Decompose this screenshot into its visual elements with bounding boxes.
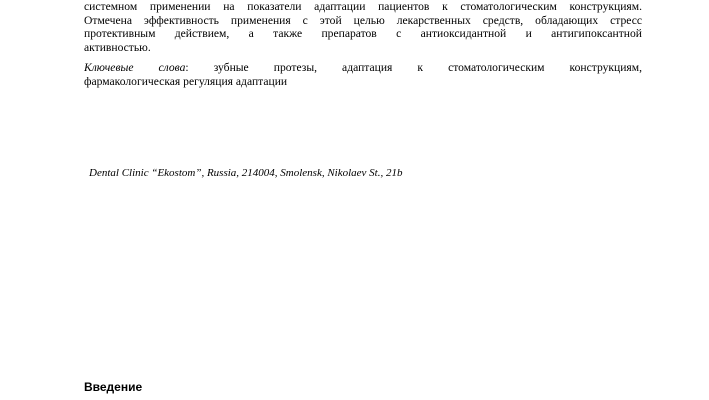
abstract-text — [84, 0, 642, 54]
section-heading-introduction: Введение — [84, 380, 143, 394]
abstract-line-1: системном применении на показатели адаптации пациентов к стоматологическим конструкциям. — [84, 0, 642, 13]
author-affiliation: Dental Clinic “Ekostom”, Russia, 214004, Smolensk, Nikolaev St., 21b — [89, 167, 403, 179]
keywords-block — [84, 61, 642, 88]
keywords-line-1: Ключевые слова: зубные протезы, адаптация к стоматологическим конструкциям, — [84, 61, 642, 74]
abstract-line-4: активностью. — [84, 40, 151, 54]
abstract-line-3: протективным действием, а также препаратов с антиоксидантной и антигипоксантной — [84, 27, 642, 40]
keywords-line-2: фармакологическая регуляция адаптации — [84, 74, 288, 88]
keywords-label: Ключевые слова — [84, 61, 186, 74]
keywords-list-part-1: зубные протезы, адаптация к стоматологическим конструкциям, — [213, 61, 642, 74]
abstract-line-2: Отмечена эффективность применения с этой целью лекарственных средств, обладающих стресс — [84, 13, 642, 27]
